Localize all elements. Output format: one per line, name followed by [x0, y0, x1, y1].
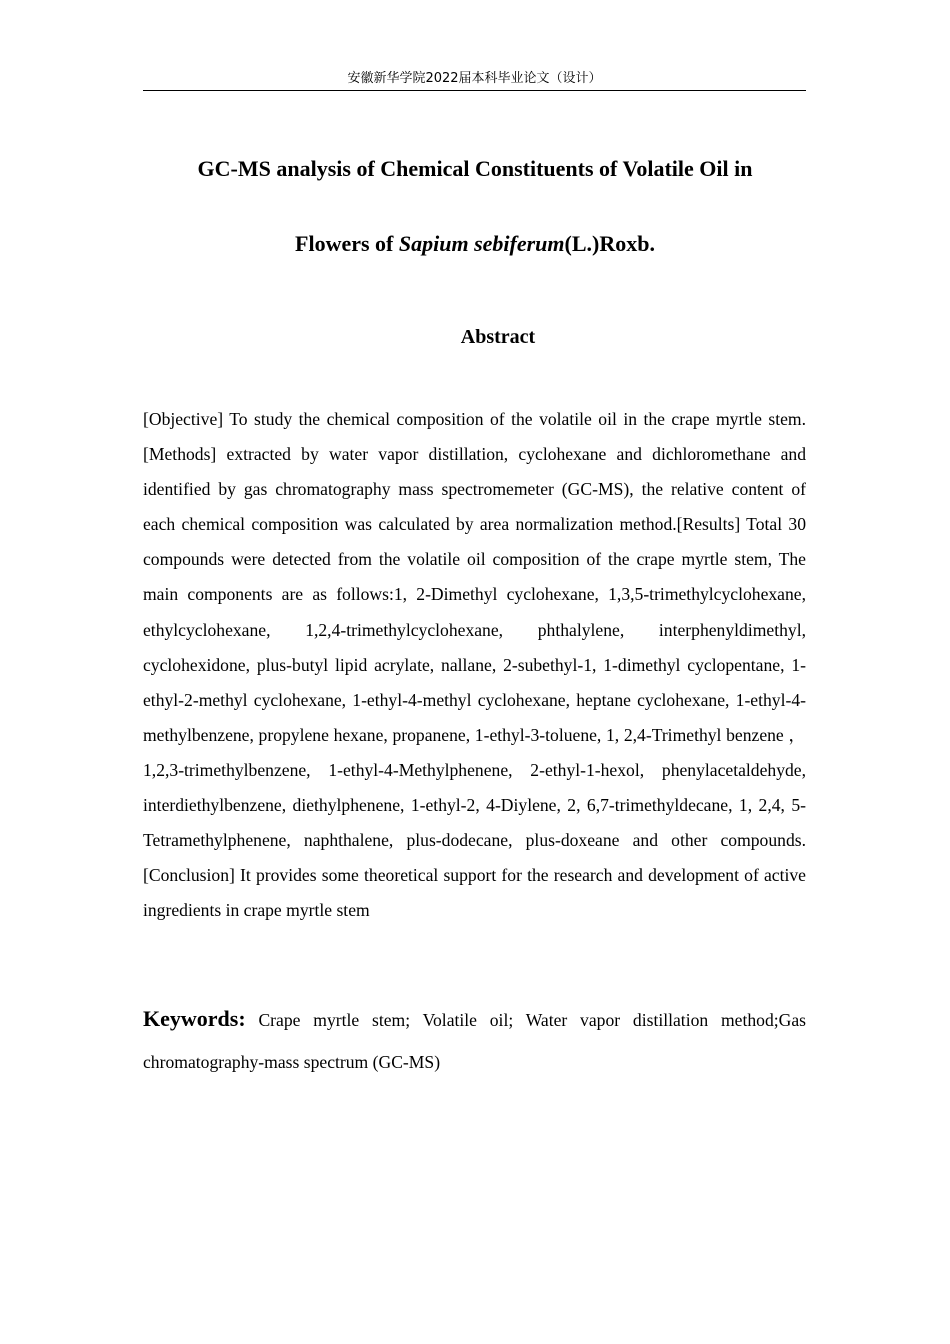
abstract-body: [Objective] To study the chemical composition of the volatile oil in the crape myrtle stem.[Methods] extracted by water vapor distillation, cyclohexane and dichloromethane and identified by gas chromatography mass spectromemeter (GC-MS), the relative content of each chemical composition was calculated by area normalization method.[Results] Total 30 compounds were detected from the volatile oil composition of the crape myrtle stem, The main components are as follows:1, 2-Dimethyl cyclohexane, 1,3,5-trimethylcyclohexane, ethylcyclohexane, 1,2,4-trimethylcyclohexane, phthalylene, interphenyldimethyl, cyclohexidone, plus-butyl lipid acrylate, nallane, 2-subethyl-1, 1-dimethyl cyclopentane, 1-ethyl-2-methyl cyclohexane, 1-ethyl-4-methyl cyclohexane, heptane cyclohexane, 1-ethyl-4-methylbenzene, propylene hexane, propanene, 1-ethyl-3-toluene, 1, 2,4-Trimethyl benzene ， 1,2,3-trimethylbenzene, 1-ethyl-4-Methylphenene, 2-ethyl-1-hexol, phenylacetaldehyde, interdiethylbenzene, diethylphenene, 1-ethyl-2, 4-Diylene, 2, 6,7-trimethyldecane, 1, 2,4, 5-Tetramethylphenene, naphthalene, plus-dodecane, plus-doxeane and other compounds.[Conclusion] It provides some theoretical support for the research and development of active ingredients in crape myrtle stem	[143, 409, 806, 921]
keywords-paragraph	[143, 998, 806, 1083]
abstract-heading: Abstract	[460, 326, 536, 348]
page-header: 安徽新华学院2022届本科毕业论文（设计）	[143, 68, 806, 91]
keywords-label: Keywords:	[143, 1006, 246, 1031]
title-line-2	[100, 229, 850, 259]
title-suffix: (L.)Roxb.	[564, 231, 655, 256]
keywords-text: Crape myrtle stem; Volatile oil; Water vapor distillation method;Gas chromatography-mass spectrum (GC-MS)	[143, 1010, 806, 1072]
title-prefix: Flowers of	[295, 231, 399, 256]
title-line-1: GC-MS analysis of Chemical Constituents of Volatile Oil in	[197, 156, 753, 181]
species-name: Sapium sebiferum	[398, 231, 565, 256]
